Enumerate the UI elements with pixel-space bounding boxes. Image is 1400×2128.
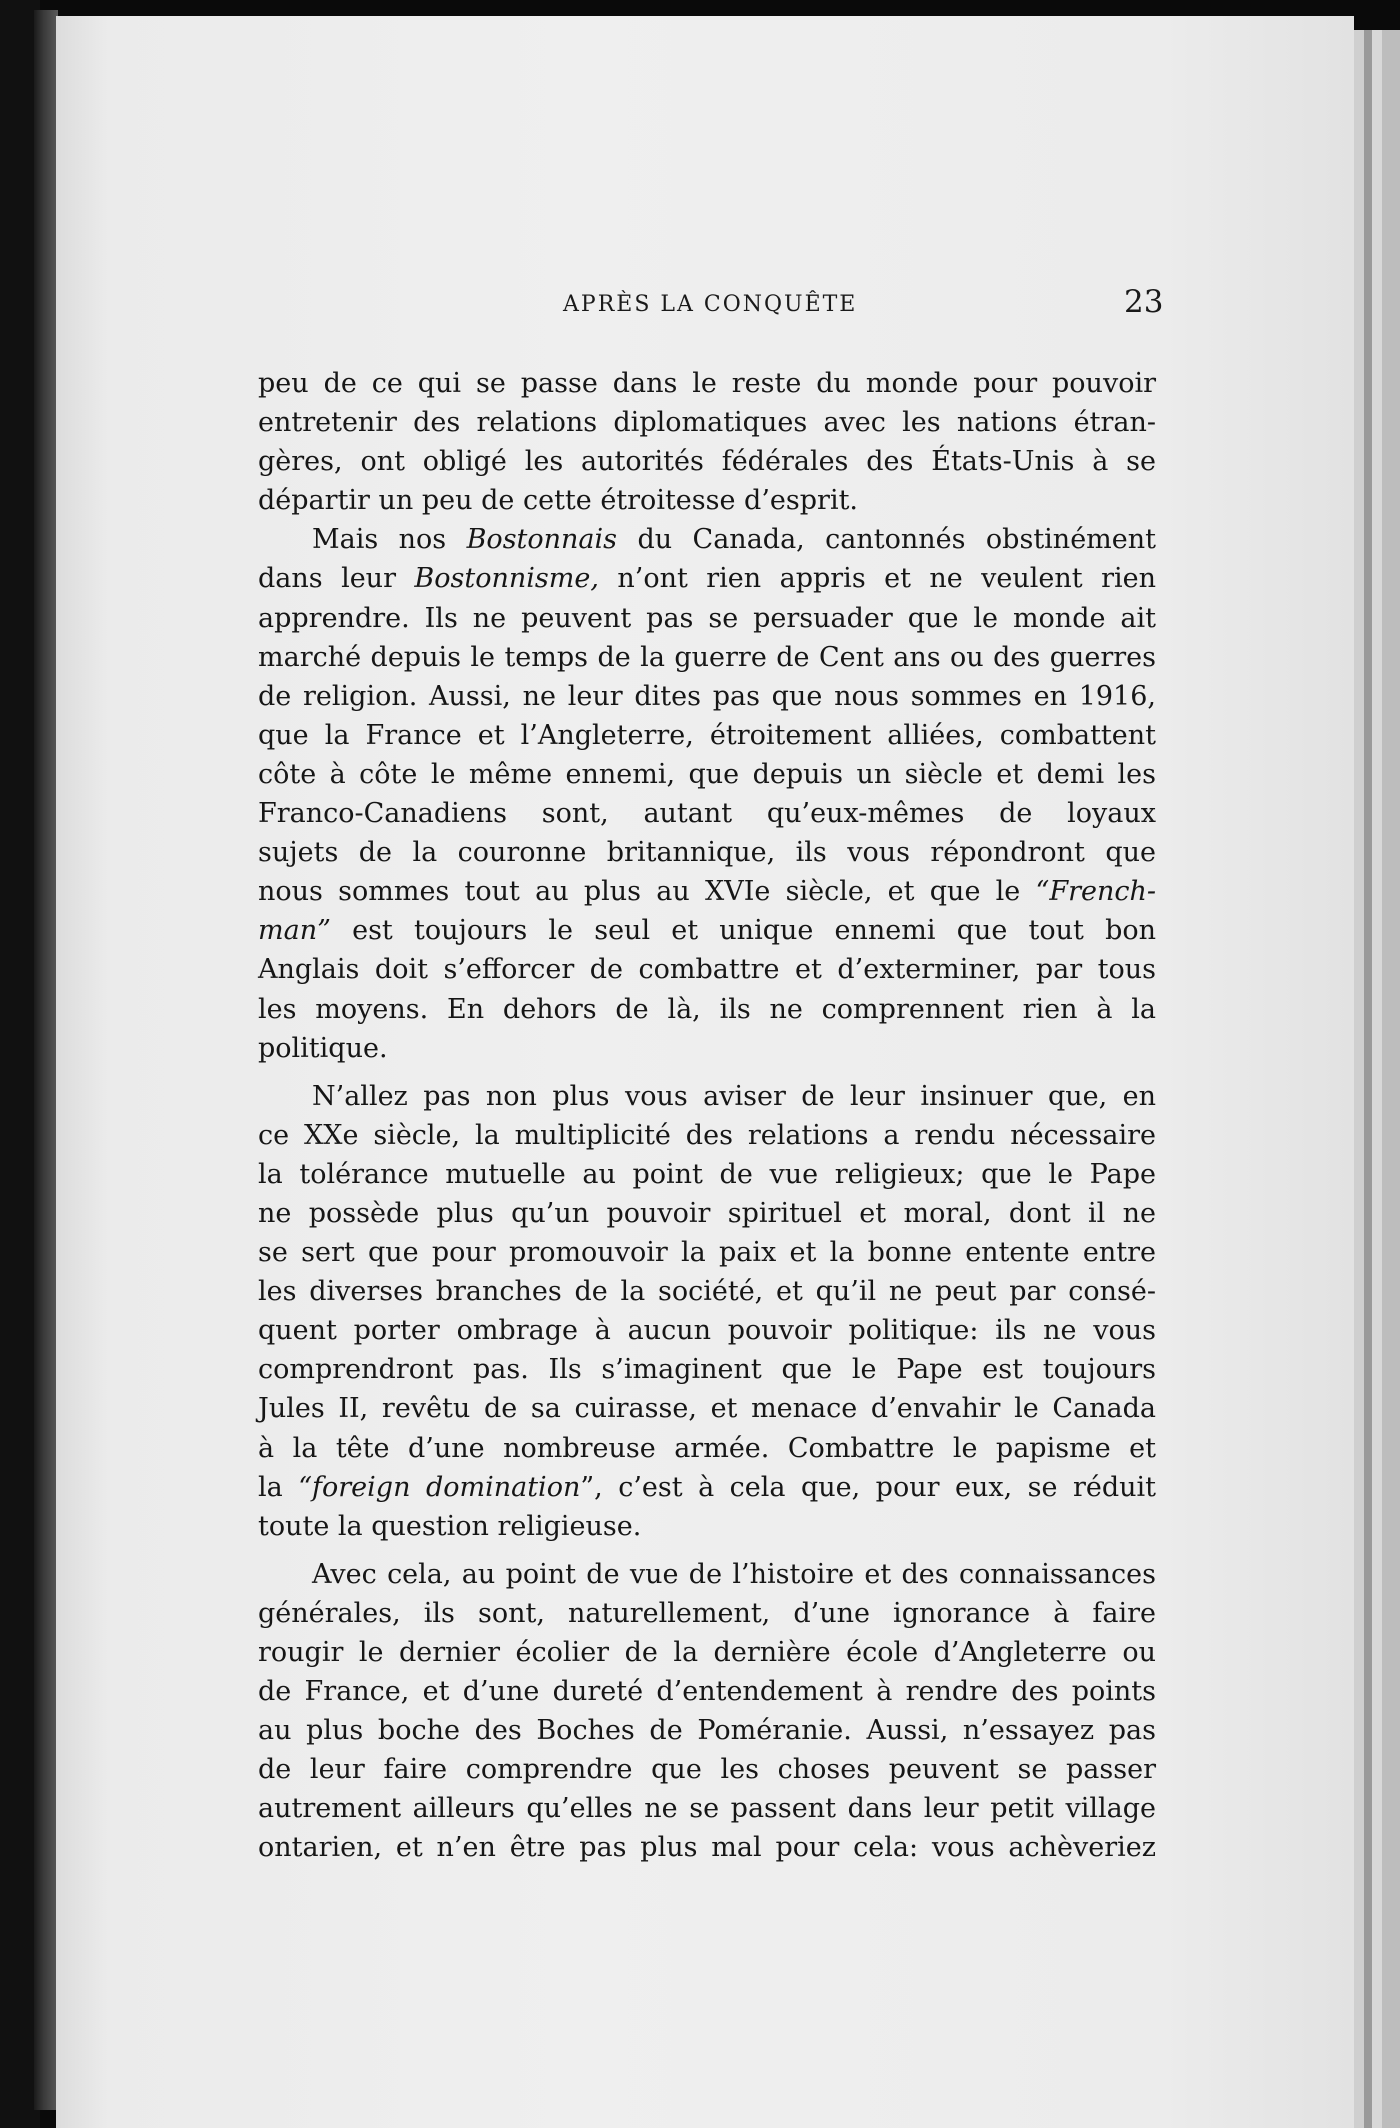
text-line	[258, 1272, 1156, 1311]
text-line	[258, 950, 1156, 989]
italic-run: “French-	[1035, 876, 1156, 908]
right-page-edge	[1372, 30, 1382, 2128]
text-run: Anglais doit s’efforcer de combattre et d’exterminer, par tous	[258, 954, 1156, 986]
text-line	[258, 911, 1156, 950]
text-line	[258, 716, 1156, 755]
text-run: n’ont rien appris et ne veulent rien	[598, 563, 1156, 595]
text-run: ”, c’est à cela que, pour eux, se réduit	[580, 1471, 1156, 1503]
paragraph	[258, 364, 1156, 520]
text-line	[258, 872, 1156, 911]
text-run: ce XXe siècle, la multiplicité des relations a rendu nécessaire	[258, 1119, 1156, 1151]
text-line	[258, 794, 1156, 833]
text-run: de leur faire comprendre que les choses peuvent se passer	[258, 1754, 1156, 1786]
right-page-edge	[1364, 30, 1372, 2128]
text-run: marché depuis le temps de la guerre de Cent ans ou des guerres	[258, 641, 1156, 673]
italic-run: man”	[258, 915, 331, 947]
text-run: entretenir des relations diplomatiques avec les nations étran-	[258, 407, 1156, 439]
text-line	[258, 442, 1156, 481]
text-line	[258, 481, 1156, 520]
text-line	[258, 1429, 1156, 1468]
text-run: comprendront pas. Ils s’imaginent que le Pape est toujours	[258, 1354, 1156, 1386]
text-line	[258, 1155, 1156, 1194]
text-line	[258, 364, 1156, 403]
text-run: peu de ce qui se passe dans le reste du monde pour pouvoir	[258, 368, 1156, 399]
text-run: départir un peu de cette étroitesse d’esprit.	[258, 485, 859, 517]
text-run: quent porter ombrage à aucun pouvoir politique: ils ne vous	[258, 1315, 1156, 1347]
text-run: Franco-Canadiens sont, autant qu’eux-mêmes de loyaux	[258, 798, 1156, 830]
text-run: dans leur	[258, 563, 415, 595]
text-run: Avec cela, au point de vue de l’histoire et des connaissances	[312, 1558, 1156, 1590]
right-page-edge	[1354, 30, 1364, 2128]
text-run: que la France et l’Angleterre, étroitement alliées, combattent	[258, 719, 1156, 751]
text-line	[258, 1350, 1156, 1389]
text-run: Jules II, revêtu de sa cuirasse, et menace d’envahir le Canada	[258, 1393, 1156, 1425]
text-run: est toujours le seul et unique ennemi que tout bon	[330, 915, 1156, 947]
italic-run: “foreign domination	[298, 1471, 581, 1503]
text-run: la	[258, 1471, 299, 1503]
text-line	[258, 1828, 1156, 1867]
text-line	[258, 1594, 1156, 1633]
italic-run: Bostonnais	[466, 524, 618, 556]
paragraph	[258, 520, 1156, 1067]
text-run: nous sommes tout au plus au XVIe siècle, et que le	[258, 876, 1036, 908]
text-line	[258, 1507, 1156, 1546]
right-page-edge	[1382, 30, 1400, 2128]
text-line	[258, 1468, 1156, 1507]
text-run: toute la question religieuse.	[258, 1510, 642, 1542]
text-line	[258, 1233, 1156, 1272]
text-line	[258, 559, 1156, 598]
text-run: sujets de la couronne britannique, ils vous répondront que	[258, 837, 1156, 869]
text-line	[258, 1029, 1156, 1068]
text-run: au plus boche des Boches de Poméranie. Aussi, n’essayez pas	[258, 1715, 1156, 1747]
text-line	[258, 833, 1156, 872]
page-number: 23	[1124, 284, 1164, 320]
text-line	[258, 520, 1156, 559]
text-run: autrement ailleurs qu’elles ne se passent dans leur petit village	[258, 1793, 1156, 1825]
text-run: côte à côte le même ennemi, que depuis un siècle et demi les	[258, 758, 1156, 790]
italic-run: Bostonnisme,	[414, 563, 599, 595]
text-run: rougir le dernier écolier de la dernière école d’Angleterre ou	[258, 1637, 1156, 1668]
text-run: les moyens. En dehors de là, ils ne comprennent rien à la	[258, 993, 1156, 1025]
text-line	[258, 1194, 1156, 1233]
paragraph	[258, 1555, 1156, 1868]
text-run: ontarien, et n’en être pas plus mal pour cela: vous achèveriez	[258, 1832, 1156, 1864]
text-run: la tolérance mutuelle au point de vue religieux; que le Pape	[258, 1158, 1156, 1190]
left-page-edge	[34, 10, 58, 2110]
text-line	[258, 1311, 1156, 1350]
text-line	[258, 1116, 1156, 1155]
text-line	[258, 990, 1156, 1029]
text-run: du Canada, cantonnés obstinément	[617, 524, 1156, 556]
text-line	[258, 1711, 1156, 1750]
paragraph-gap	[258, 1068, 1156, 1077]
text-run: se sert que pour promouvoir la paix et la bonne entente entre	[258, 1237, 1156, 1269]
text-line	[258, 1789, 1156, 1828]
text-run: Mais nos	[312, 524, 467, 556]
text-line	[258, 638, 1156, 677]
text-run: N’allez pas non plus vous aviser de leur insinuer que, en	[312, 1080, 1156, 1112]
text-run: gères, ont obligé les autorités fédérales des États-Unis à se	[258, 446, 1156, 478]
body-text	[258, 364, 1156, 1868]
text-line	[258, 1672, 1156, 1711]
text-run: de religion. Aussi, ne leur dites pas que nous sommes en 1916,	[258, 680, 1156, 712]
text-run: ne possède plus qu’un pouvoir spirituel et moral, dont il ne	[258, 1197, 1156, 1229]
running-head: APRÈS LA CONQUÊTE	[563, 292, 858, 317]
text-run: de France, et d’une dureté d’entendement à rendre des points	[258, 1676, 1156, 1708]
text-line	[258, 1750, 1156, 1789]
text-line	[258, 1633, 1156, 1672]
text-line	[258, 599, 1156, 638]
text-line	[258, 403, 1156, 442]
paragraph-gap	[258, 1546, 1156, 1555]
text-run: politique.	[258, 1032, 388, 1064]
text-run: générales, ils sont, naturellement, d’une ignorance à faire	[258, 1597, 1156, 1629]
text-run: à la tête d’une nombreuse armée. Combattre le papisme et	[258, 1432, 1156, 1464]
text-line	[258, 755, 1156, 794]
text-line	[258, 677, 1156, 716]
text-line	[258, 1389, 1156, 1428]
text-line	[258, 1555, 1156, 1594]
text-run: apprendre. Ils ne peuvent pas se persuader que le monde ait	[258, 602, 1156, 634]
text-line	[258, 1077, 1156, 1116]
paragraph	[258, 1077, 1156, 1546]
text-run: les diverses branches de la société, et qu’il ne peut par consé-	[258, 1276, 1156, 1308]
